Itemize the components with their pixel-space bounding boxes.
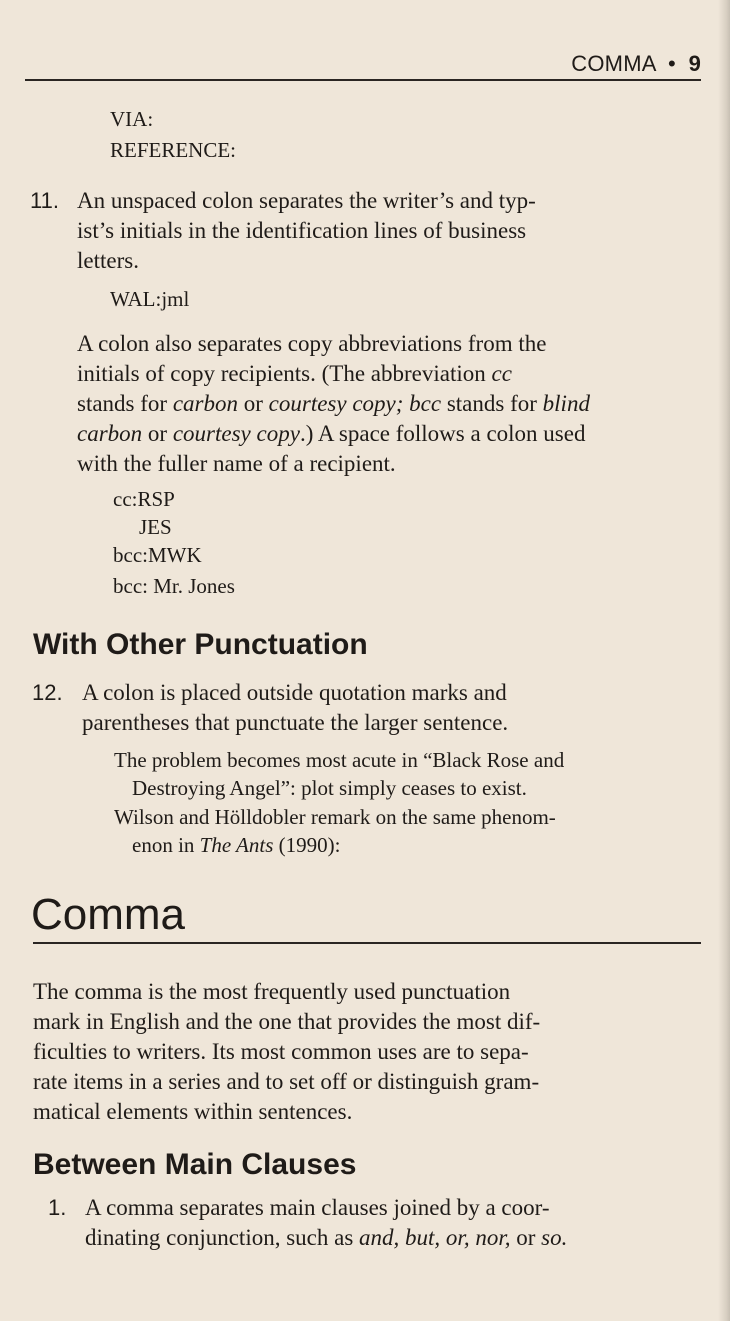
rule-number-12: 12. <box>32 680 63 705</box>
running-header <box>25 51 701 81</box>
example-initials: WAL:jml <box>110 287 190 311</box>
example-line: enon in The Ants (1990): <box>132 833 341 857</box>
header-bullet: • <box>661 51 683 76</box>
rule11-paragraph-line: stands for carbon or courtesy copy; bcc stands for blind <box>77 391 590 416</box>
example-cc: JES <box>139 515 172 539</box>
rule1-line: A comma separates main clauses joined by a coor- <box>85 1195 550 1220</box>
section-title-comma: Comma <box>31 890 186 939</box>
rule11-line: letters. <box>77 248 139 273</box>
example-cc: bcc:MWK <box>113 543 202 567</box>
rule11-paragraph-line: initials of copy recipients. (The abbreviation cc <box>77 361 512 386</box>
example-line: Wilson and Hölldobler remark on the same phenom- <box>114 805 556 829</box>
rule11-line: ist’s initials in the identification lines of business <box>77 218 527 243</box>
example-line: The problem becomes most acute in “Black Rose and <box>114 748 565 772</box>
example-reference: REFERENCE: <box>110 138 237 162</box>
rule1-line: dinating conjunction, such as and, but, or, nor, or so. <box>85 1225 568 1250</box>
comma-intro-line: ficulties to writers. Its most common uses are to sepa- <box>33 1039 529 1064</box>
running-header-text <box>571 51 701 77</box>
comma-intro-line: mark in English and the one that provides the most dif- <box>33 1009 541 1034</box>
example-via: VIA: <box>110 107 154 131</box>
comma-intro-line: matical elements within sentences. <box>33 1099 353 1124</box>
subheading-between-main-clauses: Between Main Clauses <box>33 1148 357 1181</box>
example-line: Destroying Angel”: plot simply ceases to exist. <box>132 776 527 800</box>
rule12-line: parentheses that punctuate the larger sentence. <box>82 710 509 735</box>
page-edge-shadow <box>718 0 730 1321</box>
example-cc: bcc: Mr. Jones <box>113 574 235 598</box>
rule-number-1: 1. <box>48 1195 67 1220</box>
comma-intro-line: rate items in a series and to set off or distinguish gram- <box>33 1069 540 1094</box>
rule11-paragraph-line: with the fuller name of a recipient. <box>77 451 396 476</box>
header-title: COMMA <box>571 51 656 76</box>
rule-number-11: 11. <box>30 188 59 213</box>
header-rule <box>25 79 701 81</box>
section-rule <box>33 942 701 944</box>
comma-intro-line: The comma is the most frequently used punctuation <box>33 979 511 1004</box>
rule11-line: An unspaced colon separates the writer’s and typ- <box>77 188 536 213</box>
subheading-with-other-punctuation: With Other Punctuation <box>33 628 368 661</box>
rule11-paragraph-line: carbon or courtesy copy.) A space follows a colon used <box>77 421 586 446</box>
rule11-paragraph-line: A colon also separates copy abbreviations from the <box>77 331 547 356</box>
example-cc: cc:RSP <box>113 487 175 511</box>
rule12-line: A colon is placed outside quotation marks and <box>82 680 507 705</box>
page-number: 9 <box>688 51 701 76</box>
